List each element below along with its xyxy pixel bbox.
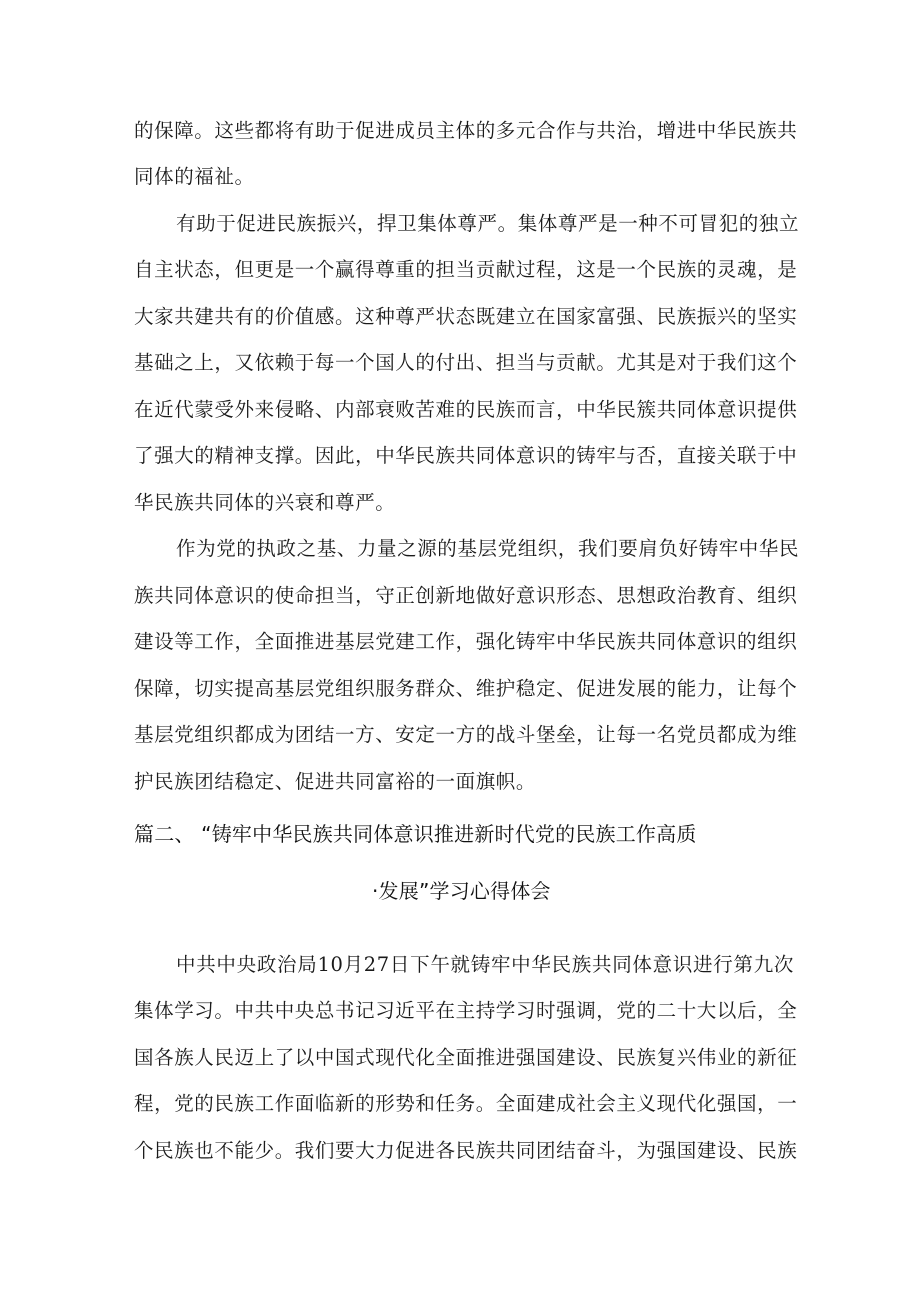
text-line: 了强大的精神支撑。因此，中华民族共同体意识的铸牢与否，直接关联于中 [134, 444, 798, 467]
text-line: 的保障。这些都将有助于促进成员主体的多元合作与共治，增进中华民族共 [134, 119, 798, 142]
text-line: 保障，切实提高基层党组织服务群众、维护稳定、促进发展的能力，让每个 [134, 677, 798, 700]
text-line: 基层党组织都成为团结一方、安定一方的战斗堡垒，让每一名党员都成为维 [134, 723, 798, 746]
text-line: 有助于促进民族振兴，捍卫集体尊严。集体尊严是一种不可冒犯的独立 [176, 212, 800, 235]
text-line: 大家共建共有的价值感。这种尊严状态既建立在国家富强、民族振兴的坚实 [134, 305, 798, 328]
section-heading-line-2: ·发展”学习心得体会 [372, 879, 551, 903]
text-line: 程，党的民族工作面临新的形势和任务。全面建成社会主义现代化强国，一 [134, 1092, 798, 1115]
text-line: 在近代蒙受外来侵略、内部衰败苦难的民族而言，中华民簇共同体意识提供 [134, 398, 798, 421]
section-heading-line-1: 篇二、 “铸牢中华民族共同体意识推进新时代党的民族工作高质 [134, 822, 697, 846]
text-line: 护民族团结稳定、促进共同富裕的一面旗帜。 [134, 770, 537, 793]
text-line: 中共中央政治局10月27日下午就铸牢中华民族共同体意识进行第九次 [176, 953, 794, 976]
text-line: 集体学习。中共中央总书记习近平在主持学习时强调，党的二十大以后，全 [134, 999, 798, 1022]
text-line: 建设等工作，全面推进基层党建工作，强化铸牢中华民族共同体意识的组织 [134, 630, 798, 653]
text-line: 华民族共同体的兴衰和尊严。 [134, 491, 396, 514]
text-line: 个民族也不能少。我们要大力促进各民族共同团结奋斗，为强国建设、民族 [134, 1139, 798, 1162]
text-line: 国各族人民迈上了以中国式现代化全面推进强国建设、民族复兴伟业的新征 [134, 1046, 798, 1069]
text-line: 自主状态，但更是一个赢得尊重的担当贡献过程，这是一个民族的灵魂，是 [134, 258, 798, 281]
text-line: 族共同体意识的使命担当，守正创新地做好意识形态、思想政治教育、组织 [134, 584, 798, 607]
text-line: 作为党的执政之基、力量之源的基层党组织，我们要肩负好铸牢中华民 [176, 537, 800, 560]
text-line: 基础之上，又依赖于每一个国人的付出、担当与贡献。尤其是对于我们这个 [134, 351, 798, 374]
text-line: 同体的福祉。 [134, 165, 255, 188]
